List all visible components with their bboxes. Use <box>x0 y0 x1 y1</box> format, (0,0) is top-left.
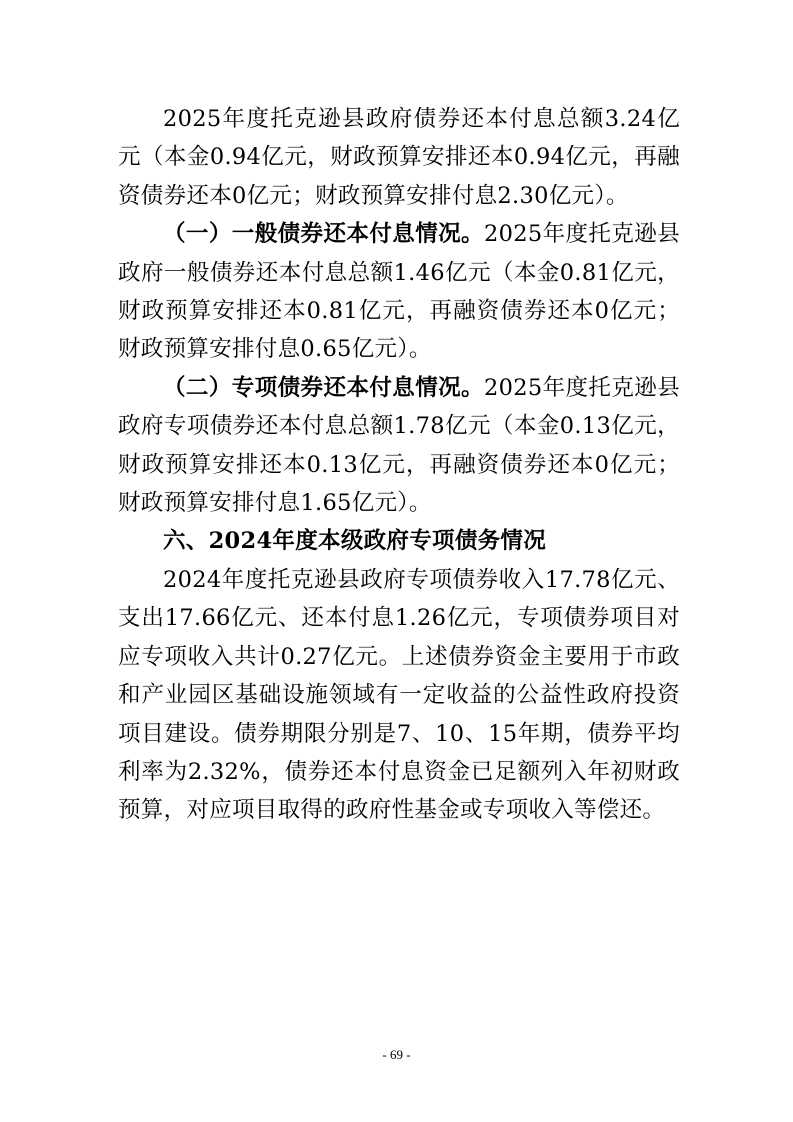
paragraph-total-repayment-text: 2025年度托克逊县政府债券还本付息总额3.24亿元（本金0.94亿元，财政预算安排还本0.94亿元，再融资债券还本0亿元；财政预算安排付息2.30亿元）。 <box>118 106 680 209</box>
section-six-heading: 六、2024年度本级政府专项债务情况 <box>163 528 547 555</box>
special-bonds-heading: （二）专项债券还本付息情况。 <box>163 374 484 401</box>
general-bonds-heading: （一）一般债券还本付息情况。 <box>163 221 484 248</box>
document-body <box>118 100 680 830</box>
paragraph-total-repayment <box>118 100 680 215</box>
page-number: - 69 - <box>382 1047 411 1062</box>
paragraph-special-debt-2024 <box>118 561 680 830</box>
paragraph-general-bonds <box>118 215 680 369</box>
paragraph-special-bonds <box>118 369 680 523</box>
paragraph-special-debt-2024-text: 2024年度托克逊县政府专项债券收入17.78亿元、支出17.66亿元、还本付息1.26亿元，专项债券项目对应专项收入共计0.27亿元。上述债券资金主要用于市政和产业园区基础设施领域有一定收益的公益性政府投资项目建设。债券期限分别是7、10、15年期，债券平均利率为2.32%，债券还本付息资金已足额列入年初财政预算，对应项目取得的政府性基金或专项收入等偿还。 <box>118 566 680 824</box>
special-bonds-text: 2025年度托克逊县政府专项债券还本付息总额1.78亿元（本金0.13亿元，财政预算安排还本0.13亿元，再融资债券还本0亿元；财政预算安排付息1.65亿元）。 <box>118 374 681 517</box>
general-bonds-text: 2025年度托克逊县政府一般债券还本付息总额1.46亿元（本金0.81亿元，财政预算安排还本0.81亿元，再融资债券还本0亿元；财政预算安排付息0.65亿元）。 <box>118 221 681 363</box>
